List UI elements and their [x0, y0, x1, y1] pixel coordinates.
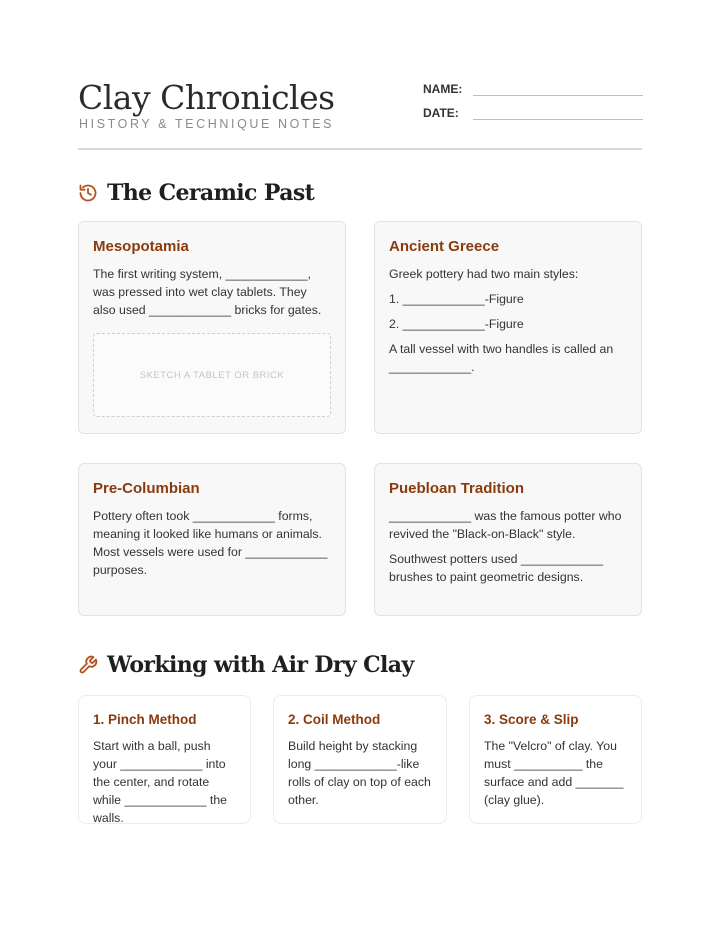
card-puebloan-tradition: [374, 463, 642, 616]
card-title: 3. Score & Slip: [484, 712, 579, 727]
section-title: The Ceramic Past: [107, 180, 315, 206]
date-field[interactable]: [423, 104, 643, 120]
card-text: The first writing system, ____________, was pressed into wet clay tablets. They also used ____________ bricks for gates.: [93, 267, 322, 317]
card-text: A tall vessel with two handles is called an ____________.: [389, 342, 614, 374]
card-text: Start with a ball, push your ____________ into the center, and rotate while ____________ the walls.: [93, 739, 228, 825]
name-label: NAME:: [423, 82, 463, 96]
history-icon: [78, 183, 98, 203]
card-ancient-greece: [374, 221, 642, 434]
sketch-box[interactable]: [93, 333, 331, 417]
card-title: Ancient Greece: [389, 238, 500, 255]
date-line[interactable]: [473, 104, 643, 120]
date-label: DATE:: [423, 106, 459, 120]
card-coil-method: [273, 695, 447, 824]
card-title: Puebloan Tradition: [389, 480, 525, 497]
section-ceramic-past: [78, 180, 314, 206]
wrench-icon: [78, 655, 98, 675]
section-air-dry-clay: [78, 652, 414, 678]
card-text: Build height by stacking long ____________-like rolls of clay on top of each other.: [288, 739, 431, 807]
card-title: 1. Pinch Method: [93, 712, 197, 727]
card-pre-columbian: [78, 463, 346, 616]
card-text: ____________ was the famous potter who revived the "Black-on-Black" style.: [389, 509, 622, 541]
worksheet-header: [78, 72, 642, 150]
card-text: 1. ____________-Figure: [389, 292, 524, 306]
card-title: Pre-Columbian: [93, 480, 200, 497]
section-title: Working with Air Dry Clay: [107, 652, 414, 678]
card-text: The "Velcro" of clay. You must __________ the surface and add _______ (clay glue).: [484, 739, 624, 807]
card-title: Mesopotamia: [93, 238, 189, 255]
card-text: Southwest potters used ____________ brushes to paint geometric designs.: [389, 552, 603, 584]
sketch-label: SKETCH A TABLET OR BRICK: [139, 369, 285, 381]
card-pinch-method: [78, 695, 251, 824]
name-field[interactable]: [423, 80, 643, 96]
card-text: 2. ____________-Figure: [389, 317, 524, 331]
name-line[interactable]: [473, 80, 643, 96]
page-subtitle: HISTORY & TECHNIQUE NOTES: [79, 117, 335, 131]
card-score-and-slip: [469, 695, 642, 824]
card-text: Pottery often took ____________ forms, meaning it looked like humans or animals. Most vessels were used for ____________ purposes.: [93, 509, 328, 577]
card-title: 2. Coil Method: [288, 712, 381, 727]
card-text: Greek pottery had two main styles:: [389, 267, 579, 281]
card-mesopotamia: [78, 221, 346, 434]
page-title: Clay Chronicles: [78, 78, 335, 117]
